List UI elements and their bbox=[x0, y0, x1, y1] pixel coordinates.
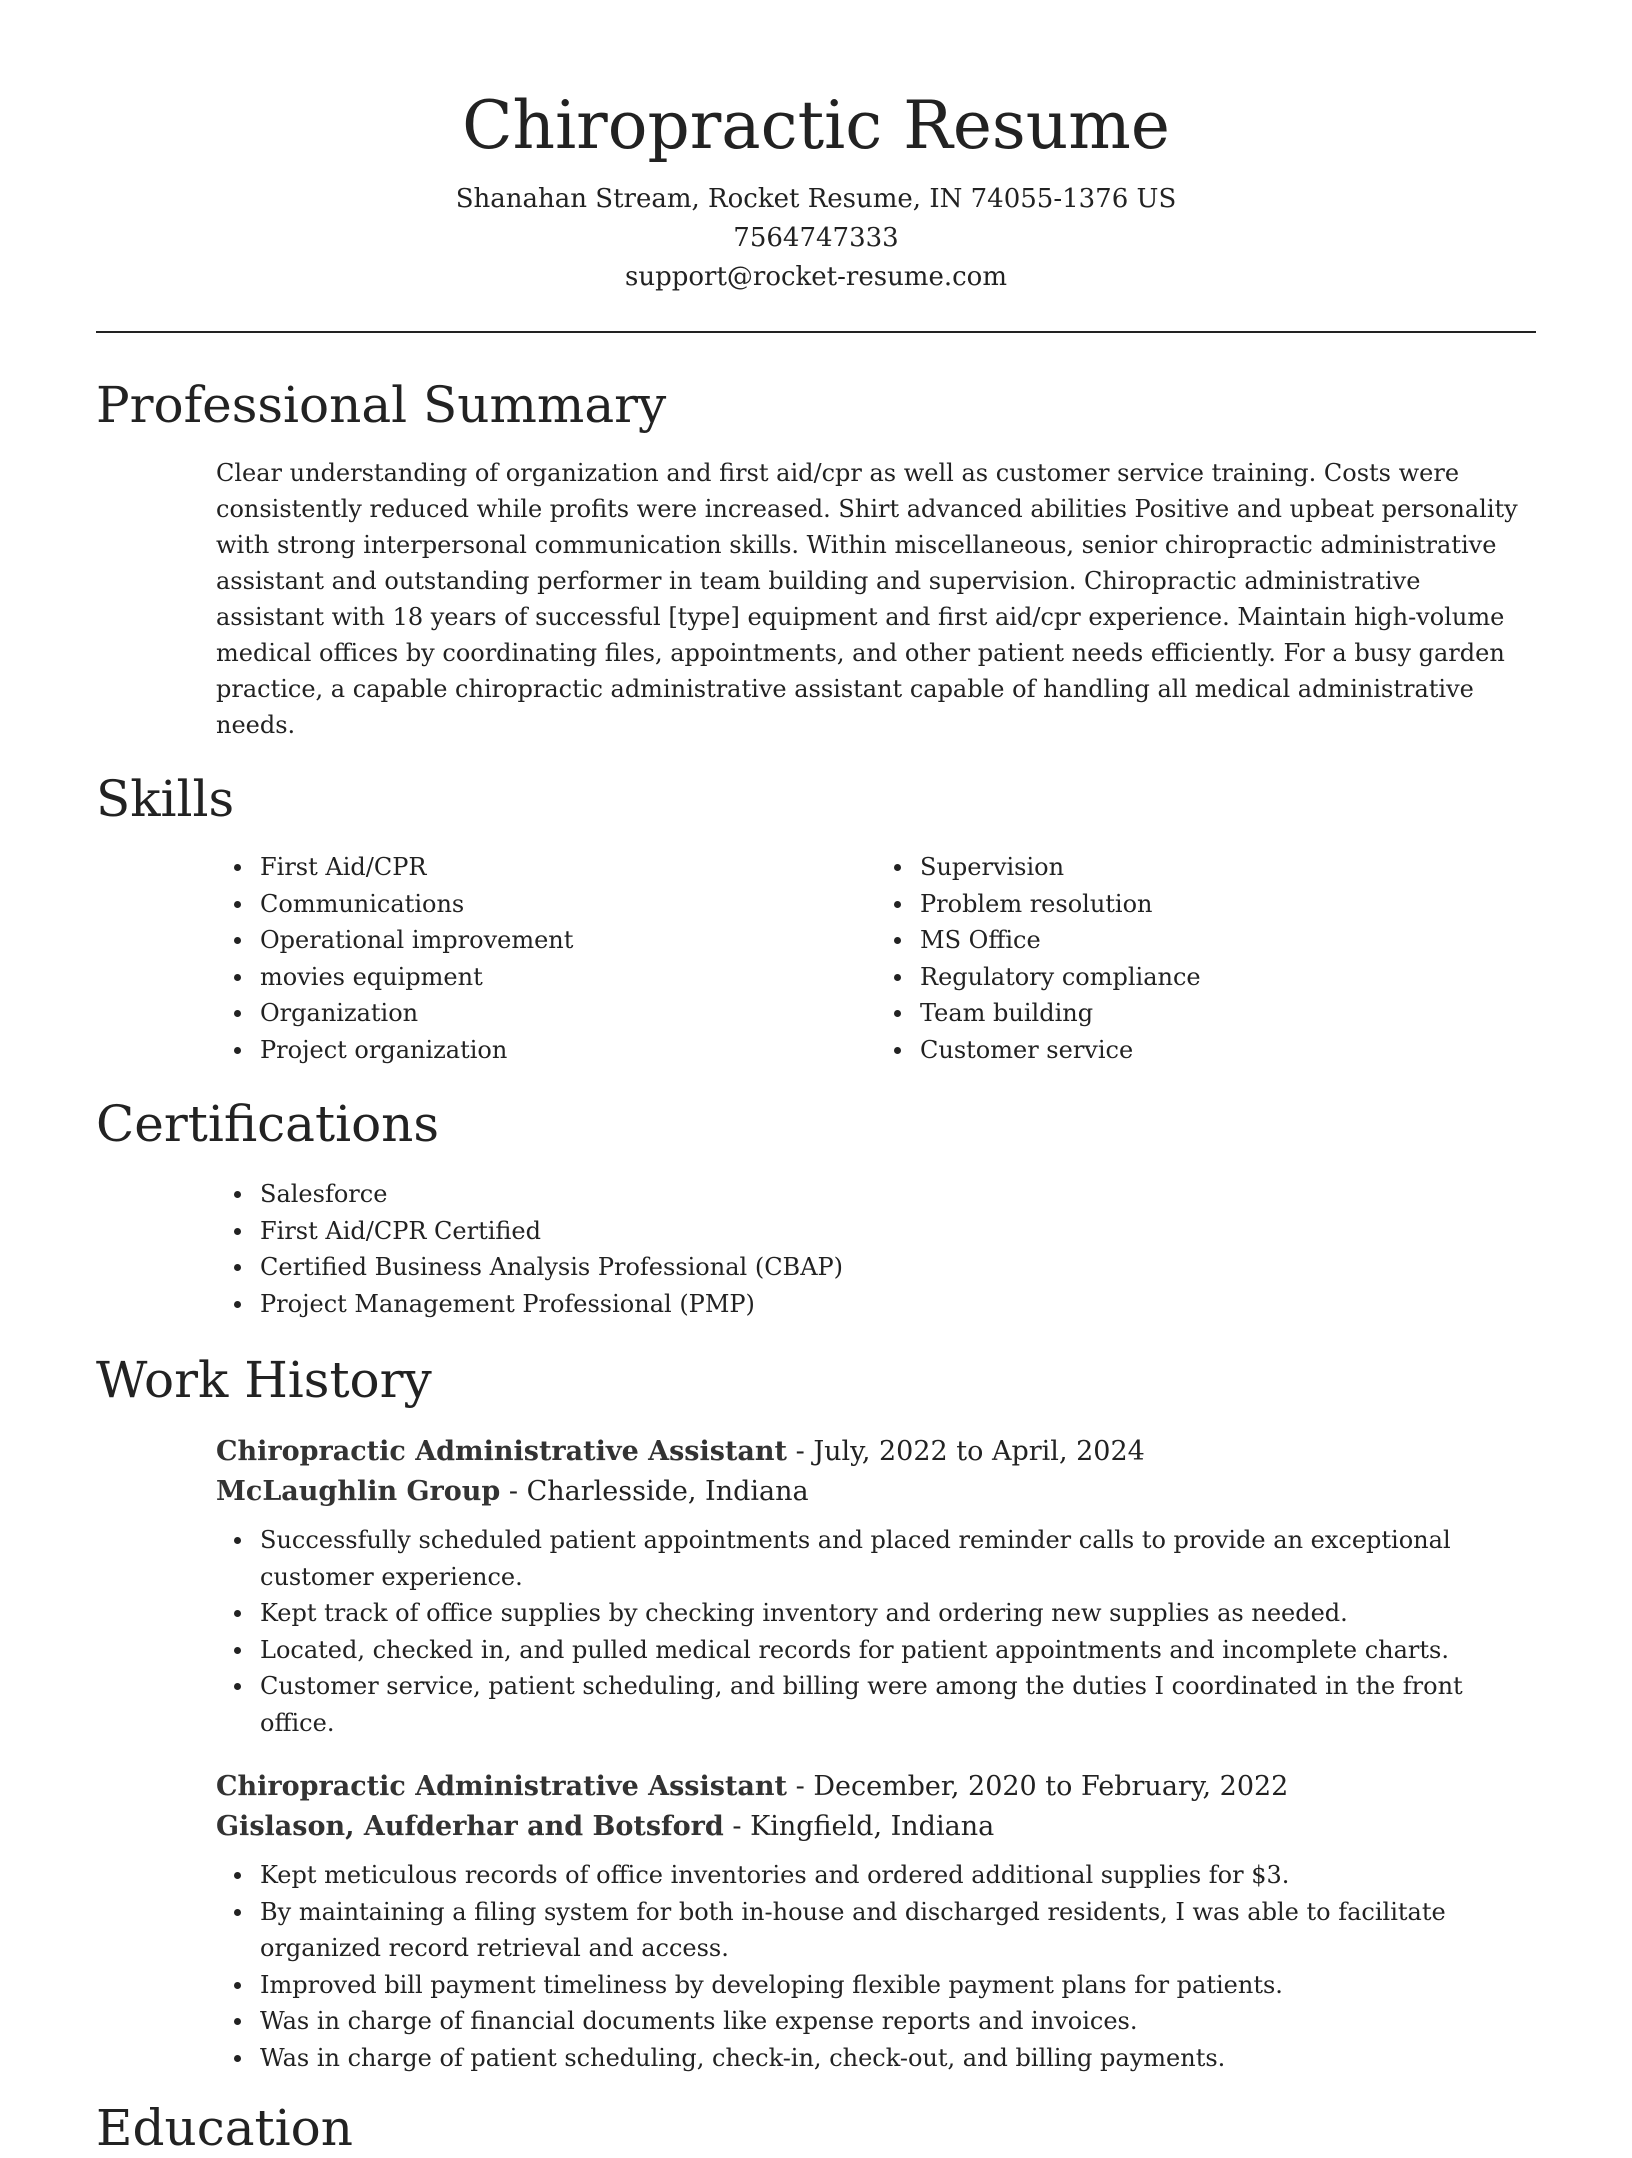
skills-column-right bbox=[876, 849, 1536, 1068]
job-duty-item: Customer service, patient scheduling, and billing were among the duties I coordinated in the front office. bbox=[260, 1668, 1536, 1741]
job-duty-item: Improved bill payment timeliness by developing flexible payment plans for patients. bbox=[260, 1967, 1536, 2004]
skill-item: First Aid/CPR bbox=[260, 849, 876, 886]
job-company: Gislason, Aufderhar and Botsford bbox=[216, 1811, 724, 1842]
skill-item: Customer service bbox=[920, 1032, 1536, 1069]
job-duties bbox=[216, 1857, 1536, 2076]
certification-item: Project Management Professional (PMP) bbox=[260, 1286, 1536, 1323]
resume-page bbox=[96, 0, 1536, 2158]
contact-info bbox=[96, 180, 1536, 297]
job-title-line bbox=[216, 1432, 1536, 1472]
job-entry bbox=[216, 1432, 1536, 1741]
job-location: - Kingfield, Indiana bbox=[723, 1811, 995, 1842]
certification-item: First Aid/CPR Certified bbox=[260, 1213, 1536, 1250]
skills-column-left bbox=[216, 849, 876, 1068]
job-company-line bbox=[216, 1472, 1536, 1512]
job-duty-item: Successfully scheduled patient appointments and placed reminder calls to provide an exceptional customer experience. bbox=[260, 1522, 1536, 1595]
contact-address: Shanahan Stream, Rocket Resume, IN 74055-1376 US bbox=[455, 184, 1177, 214]
contact-email: support@rocket-resume.com bbox=[624, 262, 1007, 292]
job-dates: - July, 2022 to April, 2024 bbox=[787, 1436, 1145, 1467]
skills-heading: Skills bbox=[96, 770, 235, 828]
job-title-line bbox=[216, 1767, 1536, 1807]
job-company: McLaughlin Group bbox=[216, 1476, 501, 1507]
job-company-line bbox=[216, 1807, 1536, 1847]
certifications-list bbox=[216, 1176, 1536, 1322]
skills-list bbox=[216, 849, 1536, 1068]
header-divider bbox=[96, 331, 1536, 333]
contact-phone: 7564747333 bbox=[733, 223, 899, 253]
job-dates: - December, 2020 to February, 2022 bbox=[787, 1771, 1289, 1802]
job-duty-item: Located, checked in, and pulled medical records for patient appointments and incomplete charts. bbox=[260, 1632, 1536, 1669]
work-history-heading: Work History bbox=[96, 1351, 432, 1409]
job-duties bbox=[216, 1522, 1536, 1741]
skill-item: Team building bbox=[920, 995, 1536, 1032]
certification-item: Certified Business Analysis Professional (CBAP) bbox=[260, 1249, 1536, 1286]
job-position: Chiropractic Administrative Assistant bbox=[216, 1771, 788, 1802]
summary-heading: Professional Summary bbox=[96, 376, 667, 434]
job-duty-item: By maintaining a filing system for both in-house and discharged residents, I was able to facilitate organized record retrieval and access. bbox=[260, 1894, 1536, 1967]
certifications-heading: Certifications bbox=[96, 1095, 440, 1153]
education-heading: Education bbox=[96, 2099, 353, 2157]
resume-header bbox=[96, 0, 1536, 297]
skill-item: movies equipment bbox=[260, 959, 876, 996]
skill-item: Problem resolution bbox=[920, 886, 1536, 923]
job-duty-item: Kept meticulous records of office inventories and ordered additional supplies for $3. bbox=[260, 1857, 1536, 1894]
skill-item: Project organization bbox=[260, 1032, 876, 1069]
job-position: Chiropractic Administrative Assistant bbox=[216, 1436, 788, 1467]
job-duty-item: Was in charge of financial documents like expense reports and invoices. bbox=[260, 2003, 1536, 2040]
job-duty-item: Kept track of office supplies by checking inventory and ordering new supplies as needed. bbox=[260, 1595, 1536, 1632]
job-duty-item: Was in charge of patient scheduling, check-in, check-out, and billing payments. bbox=[260, 2040, 1536, 2077]
job-location: - Charlesside, Indiana bbox=[500, 1476, 809, 1507]
skill-item: Operational improvement bbox=[260, 922, 876, 959]
resume-title: Chiropractic Resume bbox=[462, 87, 1170, 164]
skill-item: Supervision bbox=[920, 849, 1536, 886]
job-entry bbox=[216, 1767, 1536, 2076]
certification-item: Salesforce bbox=[260, 1176, 1536, 1213]
summary-text: Clear understanding of organization and first aid/cpr as well as customer service training. Costs were consistently reduced while profits were increased. Shirt advanced abilities Positive and upbeat personality with strong interpersonal communication skills. Within miscellaneous, senior chiropractic administrative assistant and outstanding performer in team building and supervision. Chiropractic administrative assistant with 18 years of successful [type] equipment and first aid/cpr experience. Maintain high-volume medical offices by coordinating files, appointments, and other patient needs efficiently. For a busy garden practice, a capable chiropractic administrative assistant capable of handling all medical administrative needs. bbox=[216, 459, 1518, 739]
skill-item: Regulatory compliance bbox=[920, 959, 1536, 996]
skill-item: Organization bbox=[260, 995, 876, 1032]
skill-item: MS Office bbox=[920, 922, 1536, 959]
skill-item: Communications bbox=[260, 886, 876, 923]
